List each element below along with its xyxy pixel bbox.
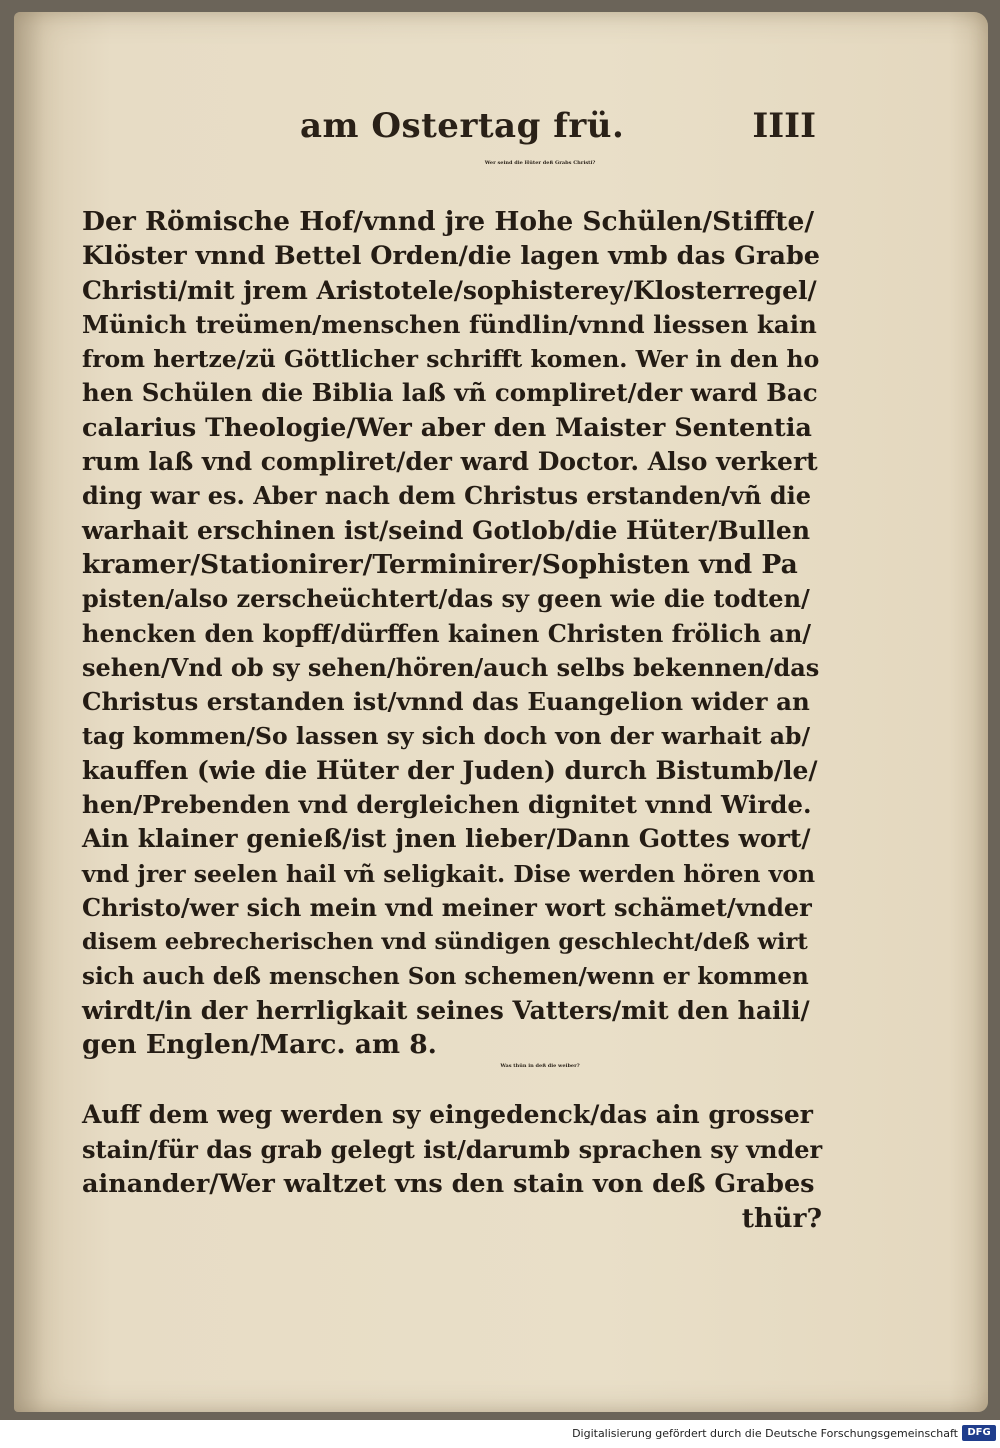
text-line: calarius Theologie/Wer aber den Maister Sententia — [82, 412, 812, 443]
text-line: wirdt/in der herrligkait seines Vatters/mit den haili/ — [82, 995, 810, 1025]
footer-bar — [0, 1420, 1000, 1448]
dfg-logo-icon: DFG — [962, 1425, 996, 1441]
paragraph-2 — [82, 1098, 822, 1236]
text-line: Christus erstanden ist/vnnd das Euangelion wider an — [82, 687, 810, 717]
text-line: ding war es. Aber nach dem Christus erstanden/vñ die — [82, 481, 811, 511]
funding-credit: Digitalisierung gefördert durch die Deutsche Forschungsgemeinschaft — [572, 1427, 958, 1440]
text-line: Der Römische Hof/vnnd jre Hohe Schülen/Stiffte/ — [82, 206, 815, 237]
running-title: am Ostertag frü. — [300, 106, 625, 146]
folio-number: IIII — [752, 106, 816, 146]
text-line: sich auch deß menschen Son schemen/wenn er kommen — [82, 962, 809, 990]
text-line: thür? — [741, 1202, 822, 1234]
text-line: tag kommen/So lassen sy sich doch von der warhait ab/ — [82, 722, 811, 751]
text-line: Auff dem weg werden sy eingedenck/das ain grosser — [82, 1100, 813, 1129]
text-line: Ain klainer genieß/ist jnen lieber/Dann Gottes wort/ — [82, 824, 811, 854]
text-line: rum laß vnd compliret/der ward Doctor. Also verkert — [82, 447, 818, 477]
text-line: Christo/wer sich mein vnd meiner wort schämet/vnder — [82, 892, 812, 922]
text-line: sehen/Vnd ob sy sehen/hören/auch selbs bekennen/das — [82, 652, 820, 682]
text-line: hen Schülen die Biblia laß vñ compliret/der ward Bac — [82, 378, 818, 408]
question-heading-1: Wer seind die Hüter deß Grabs Christi? — [484, 160, 596, 166]
text-line: pisten/also zerscheüchtert/das sy geen wie die todten/ — [82, 584, 810, 614]
paragraph-1 — [82, 205, 822, 1062]
text-line: kauffen (wie die Hüter der Juden) durch Bistumb/le/ — [82, 755, 818, 785]
text-line: gen Englen/Marc. am 8. — [82, 1029, 437, 1061]
text-line: vnd jrer seelen hail vñ seligkait. Dise werden hören von — [82, 859, 816, 888]
text-line: stain/für das grab gelegt ist/darumb sprachen sy vnder — [82, 1134, 823, 1164]
text-line: warhait erschinen ist/seind Gotlob/die Hüter/Bullen — [82, 515, 810, 545]
text-line: Christi/mit jrem Aristotele/sophisterey/Klosterregel/ — [82, 275, 817, 305]
text-line: hencken den kopff/dürffen kainen Christen frölich an/ — [82, 618, 812, 648]
text-line: from hertze/zü Göttlicher schrifft komen. Wer in den ho — [82, 345, 820, 374]
text-line: Münich treümen/menschen fündlin/vnnd liessen kain — [82, 309, 817, 339]
text-line: Klöster vnnd Bettel Orden/die lagen vmb das Grabe — [82, 241, 820, 272]
running-head — [300, 106, 820, 156]
text-line: kramer/Stationirer/Terminirer/Sophisten vnd Pa — [82, 548, 798, 580]
text-line: ainander/Wer waltzet vns den stain von deß Grabes — [82, 1169, 815, 1199]
text-line: disem eebrecherischen vnd sündigen geschlecht/deß wirt — [82, 929, 808, 956]
text-line: hen/Prebenden vnd dergleichen dignitet vnnd Wirde. — [82, 790, 812, 820]
question-heading-2: Was thün in deß die weiber? — [500, 1063, 580, 1069]
